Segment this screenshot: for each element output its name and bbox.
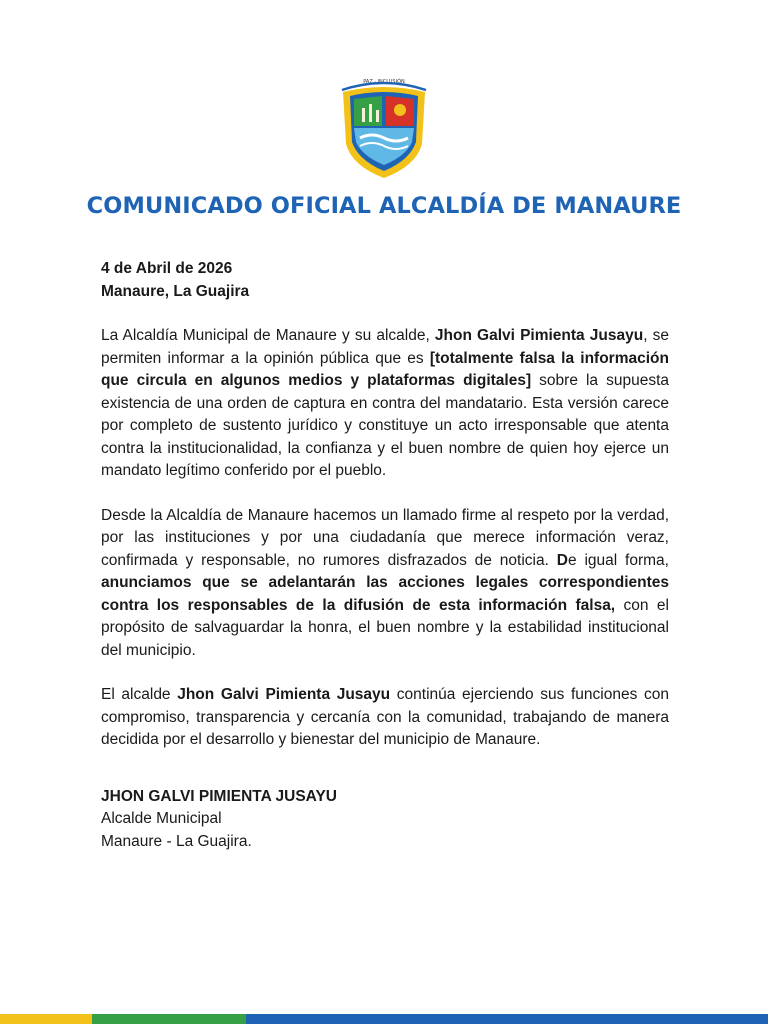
signer-place: Manaure - La Guajira.: [101, 832, 252, 850]
date-place-block: [101, 258, 669, 303]
footer-stripe-1: [92, 1014, 246, 1024]
emphasis-text: Jhon Galvi Pimienta Jusayu: [434, 327, 644, 344]
paragraph-3: [101, 684, 669, 752]
paragraph-2: [101, 505, 669, 663]
manaure-coat-of-arms: [338, 74, 430, 180]
text-run: continúa ejerciendo sus funciones con compromiso, transparencia y cercanía con la comunidad, trabajando de manera decidida por el desarrollo y bienestar del municipio de Manaure.: [101, 686, 670, 748]
text-run: Desde la Alcaldía de Manaure hacemos un llamado firme al respeto por la verdad, por las instituciones y por una ciudadanía que merece información veraz, confirmada y responsable, no rumores disfrazados de noticia.: [101, 506, 669, 569]
place-line: Manaure, La Guajira: [101, 282, 250, 300]
footer-stripe-0: [0, 1014, 92, 1024]
emphasis-text: Jhon Galvi Pimienta Jusayu: [177, 686, 391, 703]
paragraph-1: [101, 325, 669, 483]
text-run: , se permiten informar a la opinión pública que es: [101, 327, 670, 367]
communique-body: [101, 258, 669, 853]
footer-color-stripe: [0, 1014, 768, 1024]
date-line: 4 de Abril de 2026: [101, 260, 233, 277]
signature-block: [101, 786, 669, 854]
text-run: La Alcaldía Municipal de Manaure y su alcalde,: [101, 327, 435, 344]
text-run: sobre la supuesta existencia de una orden de captura en contra del mandatario. Esta versión carece por completo de sustento jurídico y constituye un acto irresponsable que atenta contra la institucionalidad, la confianza y el buen nombre de quien hoy ejerce un mandato legítimo conferido por el pueblo.: [101, 372, 669, 479]
text-run: e igual forma,: [567, 551, 669, 569]
page-title: COMUNICADO OFICIAL ALCALDÍA DE MANAURE: [86, 193, 682, 219]
signer-name: JHON GALVI PIMIENTA JUSAYU: [101, 787, 337, 805]
text-run: El alcalde: [101, 686, 178, 703]
emphasis-text: [totalmente falsa la información que circula en algunos medios y plataformas digitales]: [101, 349, 669, 389]
footer-stripe-2: [246, 1014, 768, 1024]
seal-motto: PAZ · INCLUSIÓN: [363, 79, 405, 85]
emphasis-text: anunciamos que se adelantarán las acciones legales correspondientes contra los responsables de la difusión de esta información falsa,: [101, 574, 669, 614]
emphasis-text: D: [556, 551, 568, 569]
text-run: con el propósito de salvaguardar la honra, el buen nombre y la estabilidad institucional del municipio.: [101, 596, 669, 659]
signer-role: Alcalde Municipal: [101, 810, 222, 827]
